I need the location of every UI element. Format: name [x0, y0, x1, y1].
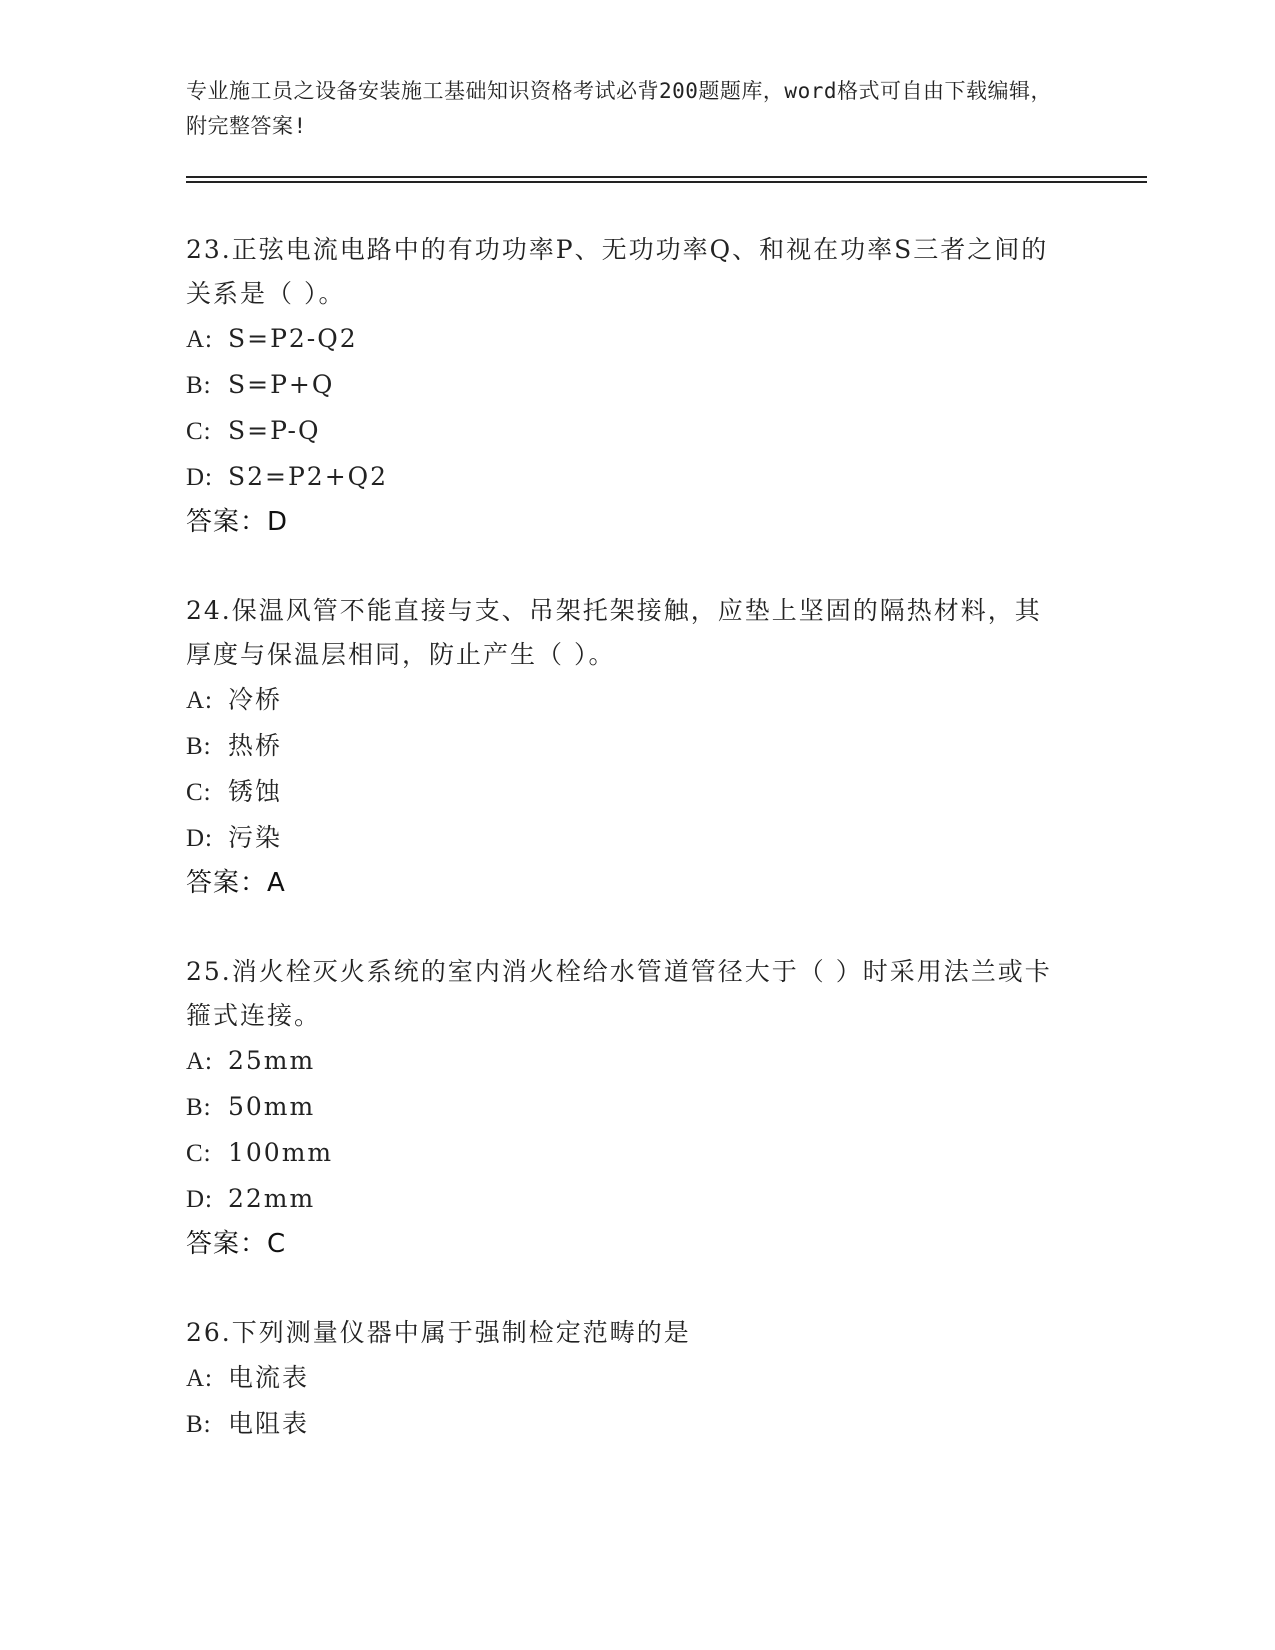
option-letter: A: [186, 687, 213, 714]
option-b [186, 1401, 1056, 1447]
answer: 答案：A [186, 868, 286, 898]
option-letter: C: [186, 1140, 212, 1167]
option-letter: B: [186, 1411, 212, 1438]
answer: 答案：C [186, 1229, 287, 1259]
option-d [186, 815, 1056, 861]
option-a [186, 677, 1056, 723]
option-b [186, 1084, 1056, 1130]
option-text: 22mm [228, 1184, 316, 1213]
option-letter: B: [186, 1094, 212, 1121]
question-text: 26.下列测量仪器中属于强制检定范畴的是 [186, 1318, 691, 1347]
question-25 [186, 950, 1056, 1267]
question-23 [186, 228, 1056, 545]
option-text: 锈蚀 [228, 777, 283, 806]
option-letter: B: [186, 372, 212, 399]
question-24 [186, 589, 1056, 906]
option-text: 25mm [228, 1046, 316, 1075]
option-text: 50mm [228, 1092, 316, 1121]
option-c [186, 769, 1056, 815]
option-d [186, 454, 1056, 500]
option-letter: A: [186, 1048, 213, 1075]
header-note: 专业施工员之设备安装施工基础知识资格考试必背200题题库，word格式可自由下载编辑，附完整答案! [186, 79, 1052, 138]
question-text: 25.消火栓灭火系统的室内消火栓给水管道管径大于（ ）时采用法兰或卡箍式连接。 [186, 957, 1052, 1030]
option-letter: A: [186, 326, 213, 353]
option-a [186, 1355, 1056, 1401]
header-divider-bottom [186, 181, 1147, 183]
option-text: S=P-Q [228, 416, 321, 445]
option-d [186, 1176, 1056, 1222]
option-letter: C: [186, 418, 212, 445]
option-text: 污染 [228, 823, 283, 852]
option-text: 100mm [228, 1138, 334, 1167]
option-letter: D: [186, 464, 213, 491]
question-text: 23.正弦电流电路中的有功功率P、无功功率Q、和视在功率S三者之间的关系是（ ）。 [186, 235, 1049, 308]
option-c [186, 1130, 1056, 1176]
option-text: 电流表 [228, 1363, 310, 1392]
option-b [186, 362, 1056, 408]
option-text: 电阻表 [228, 1409, 310, 1438]
option-text: 热桥 [228, 731, 283, 760]
option-a [186, 1038, 1056, 1084]
answer: 答案：D [186, 507, 289, 537]
option-letter: C: [186, 779, 212, 806]
option-letter: D: [186, 1186, 213, 1213]
option-letter: B: [186, 733, 212, 760]
option-b [186, 723, 1056, 769]
question-text: 24.保温风管不能直接与支、吊架托架接触，应垫上坚固的隔热材料，其厚度与保温层相同，防止产生（ ）。 [186, 596, 1042, 669]
option-text: 冷桥 [228, 685, 283, 714]
option-a [186, 316, 1056, 362]
option-text: S2=P2+Q2 [228, 462, 389, 491]
option-c [186, 408, 1056, 454]
option-text: S=P2-Q2 [228, 324, 358, 353]
header-divider-top [186, 176, 1147, 178]
option-letter: A: [186, 1365, 213, 1392]
option-text: S=P+Q [228, 370, 335, 399]
option-letter: D: [186, 825, 213, 852]
question-26 [186, 1311, 1056, 1447]
